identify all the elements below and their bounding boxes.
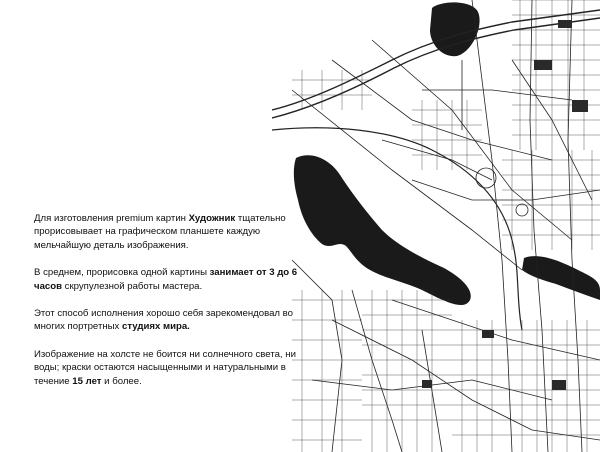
paragraph-2-text-b: скрупулезной работы мастера. — [62, 280, 203, 292]
water-bodies — [294, 2, 600, 305]
description-text-block — [34, 212, 304, 402]
paragraph-1-text-b: тщательно прорисовывает на графическом планшете каждую мельчайшую деталь изображения. — [34, 213, 286, 251]
paragraph-4-bold: 15 лет — [72, 375, 102, 387]
paragraph-1 — [34, 212, 304, 252]
paragraph-4-text-a: Изображение на холсте не боится ни солнечного света, ни воды; краски остаются насыщенными и натуральными в течение — [34, 348, 296, 387]
paragraph-1-text-a: Для изготовления premium картин — [34, 213, 189, 224]
city-map-illustration — [272, 0, 600, 452]
paragraph-2-text-a: В среднем, прорисовка одной картины — [34, 267, 210, 279]
paragraph-3 — [34, 307, 304, 334]
paragraph-3-text-a: Этот способ исполнения хорошо себя зарекомендовал во многих портретных — [34, 308, 294, 333]
paragraph-2-bold: занимает от 3 до 6 часов — [34, 267, 298, 292]
paragraph-4 — [34, 348, 304, 388]
pond-top — [430, 2, 480, 56]
paragraph-1-bold: Художник — [188, 213, 236, 224]
reservoir — [294, 155, 471, 305]
paragraph-4-text-b: и более. — [101, 375, 142, 387]
paragraph-2 — [34, 266, 304, 293]
paragraph-3-bold: студиях мира. — [122, 321, 190, 333]
river-right — [522, 256, 600, 300]
city-street-map-icon — [272, 0, 600, 452]
